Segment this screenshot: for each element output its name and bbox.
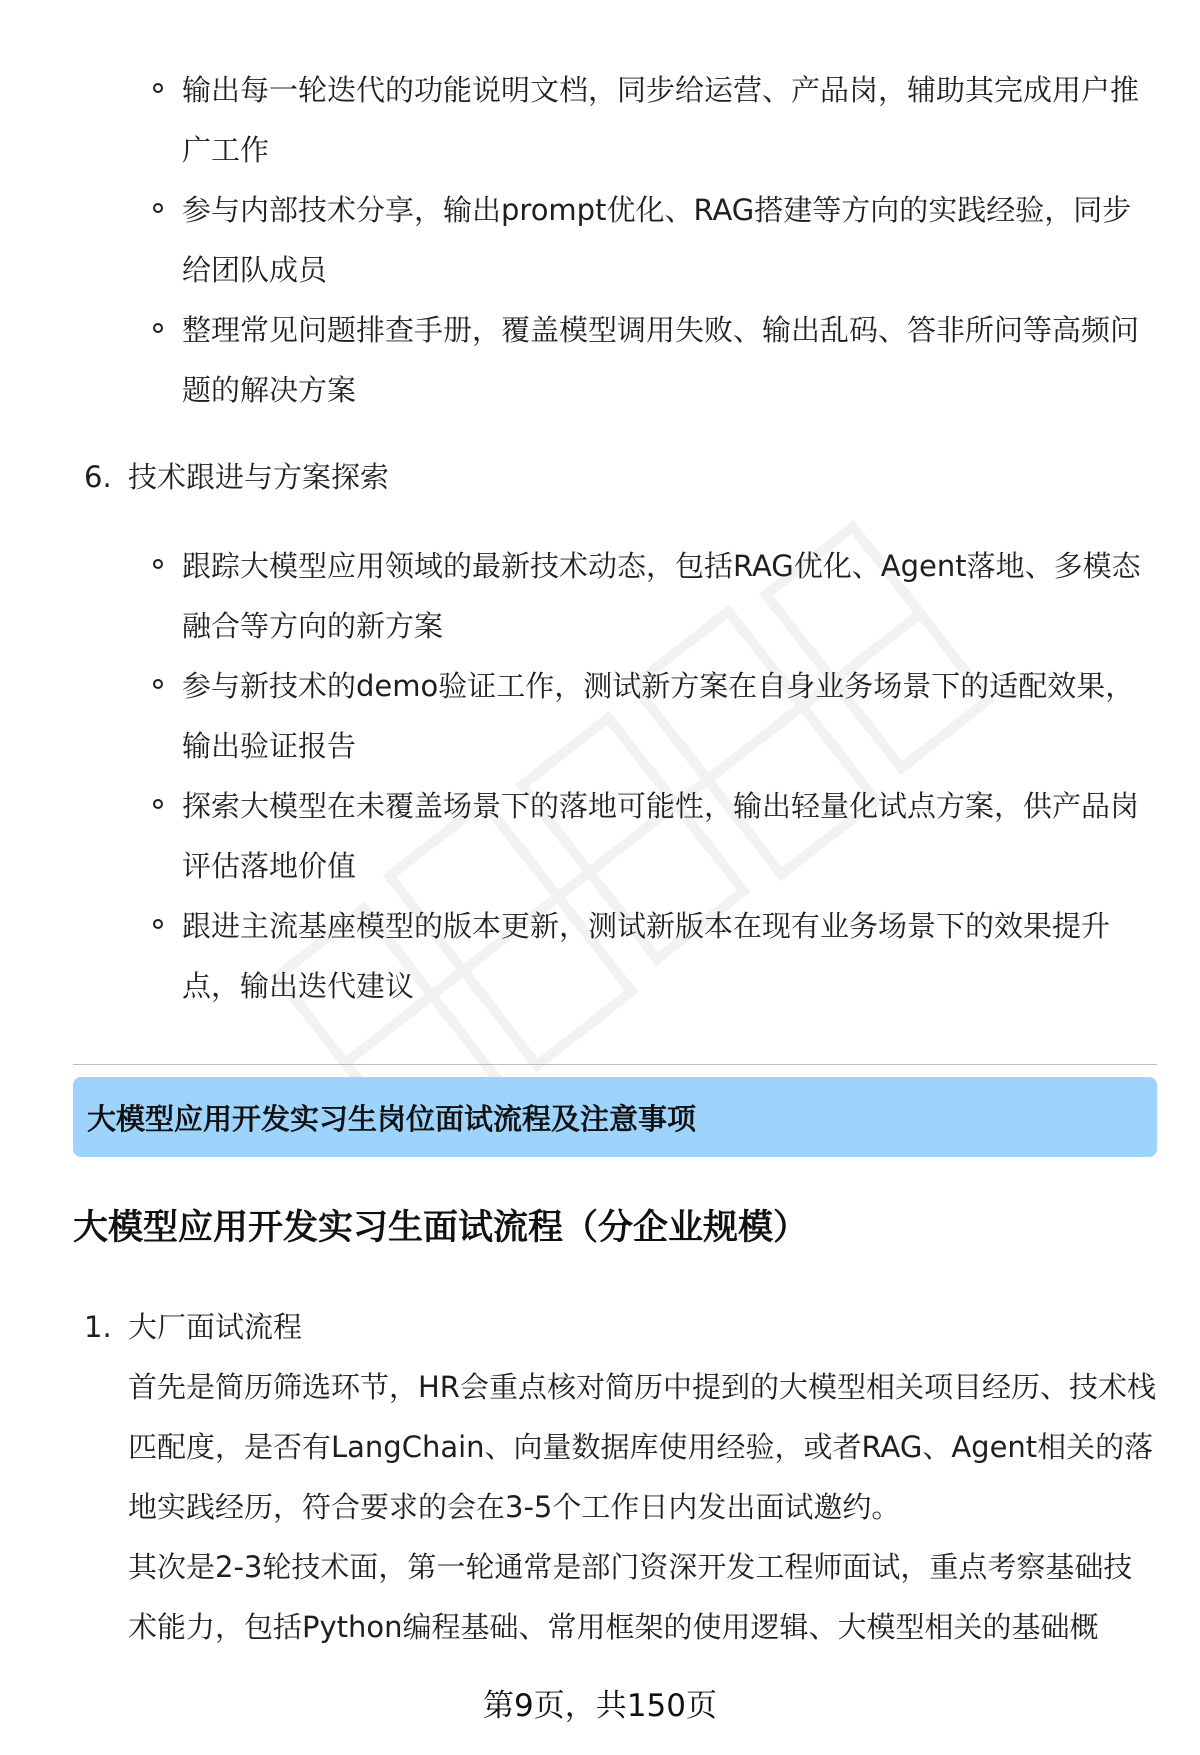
list-item-text: 输出每一轮迭代的功能说明文档，同步给运营、产品岗，辅助其完成用户推广工作 xyxy=(182,73,1140,167)
list-item-text: 参与内部技术分享，输出prompt优化、RAG搭建等方向的实践经验，同步给团队成员 xyxy=(182,193,1132,287)
section-number: 1. xyxy=(84,1310,112,1344)
section-divider xyxy=(73,1064,1157,1065)
page-heading: 大模型应用开发实习生面试流程（分企业规模） xyxy=(73,1208,809,1248)
section-title: 技术跟进与方案探索 xyxy=(128,460,390,494)
list-item-text: 参与新技术的demo验证工作，测试新方案在自身业务场景下的适配效果，输出验证报告 xyxy=(182,669,1135,763)
page-footer: 第9页，共150页 xyxy=(483,1688,717,1724)
list-item xyxy=(150,300,1160,420)
section-1 xyxy=(84,1297,1160,1657)
section-banner xyxy=(73,1077,1157,1157)
section-title: 大厂面试流程 xyxy=(128,1310,303,1344)
list-item xyxy=(150,180,1160,300)
bullet-circle-icon xyxy=(153,559,163,569)
bullet-circle-icon xyxy=(153,83,163,93)
list-item xyxy=(150,776,1160,896)
section-number: 6. xyxy=(84,460,112,494)
bullet-list-section-6 xyxy=(150,536,1160,1016)
list-item-text: 探索大模型在未覆盖场景下的落地可能性，输出轻量化试点方案，供产品岗评估落地价值 xyxy=(182,789,1140,883)
bullet-circle-icon xyxy=(153,799,163,809)
list-item-text: 跟踪大模型应用领域的最新技术动态，包括RAG优化、Agent落地、多模态融合等方向的新方案 xyxy=(182,549,1141,643)
list-item-text: 跟进主流基座模型的版本更新，测试新版本在现有业务场景下的效果提升点，输出迭代建议 xyxy=(182,909,1111,1003)
bullet-circle-icon xyxy=(153,323,163,333)
list-item-text: 整理常见问题排查手册，覆盖模型调用失败、输出乱码、答非所问等高频问题的解决方案 xyxy=(182,313,1140,407)
list-item xyxy=(150,656,1160,776)
list-item xyxy=(150,896,1160,1016)
section-6-heading xyxy=(84,447,1160,507)
bullet-circle-icon xyxy=(153,679,163,689)
banner-text: 大模型应用开发实习生岗位面试流程及注意事项 xyxy=(87,1101,697,1136)
bullet-circle-icon xyxy=(153,203,163,213)
list-item xyxy=(150,60,1160,180)
paragraph: 首先是简历筛选环节，HR会重点核对简历中提到的大模型相关项目经历、技术栈匹配度，是否有LangChain、向量数据库使用经验，或者RAG、Agent相关的落地实践经历，符合要求的会在3-5个工作日内发出面试邀约。 xyxy=(128,1370,1156,1524)
bullet-list-top xyxy=(150,60,1160,420)
paragraph: 其次是2-3轮技术面，第一轮通常是部门资深开发工程师面试，重点考察基础技术能力，包括Python编程基础、常用框架的使用逻辑、大模型相关的基础概 xyxy=(128,1550,1133,1644)
bullet-circle-icon xyxy=(153,919,163,929)
list-item xyxy=(150,536,1160,656)
